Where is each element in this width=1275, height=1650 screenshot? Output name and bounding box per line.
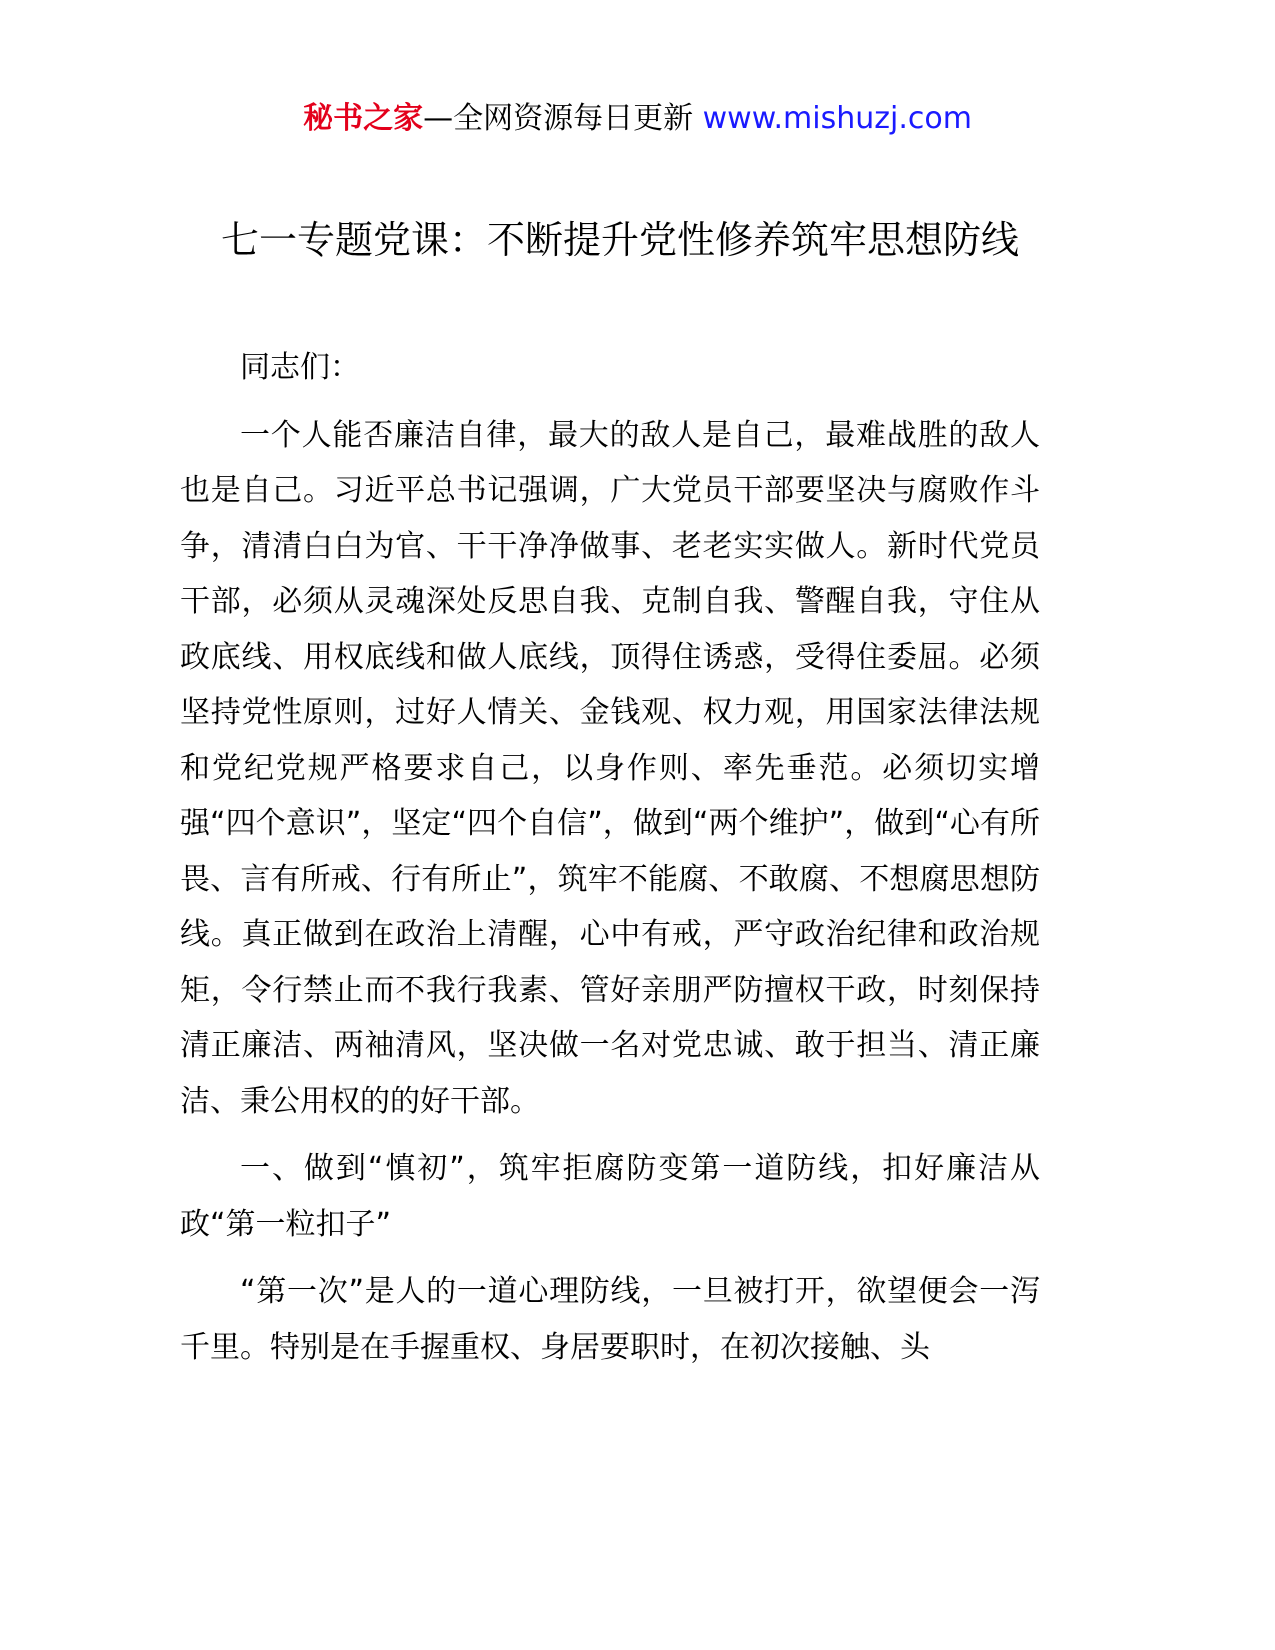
salutation: 同志们： — [240, 350, 360, 385]
section-heading: 一、做到“慎初”，筑牢拒腐防变第一道防线，扣好廉洁从政“第一粒扣子” — [180, 1151, 1040, 1242]
site-url-link[interactable]: www.mishuzj.com — [702, 101, 972, 136]
document-title: 七一专题党课：不断提升党性修养筑牢思想防线 — [220, 218, 1019, 262]
site-header — [0, 98, 1275, 140]
header-tagline: —全网资源每日更新 — [423, 101, 703, 136]
paragraph: 一个人能否廉洁自律，最大的敌人是自己，最难战胜的敌人也是自己。习近平总书记强调，广大党员干部要坚决与腐败作斗争，清清白白为官、干干净净做事、老老实实做人。新时代党员干部，必须从灵魂深处反思自我、克制自我、警醒自我，守住从政底线、用权底线和做人底线，顶得住诱惑，受得住委屈。必须坚持党性原则，过好人情关、金钱观、权力观，用国家法律法规和党纪党规严格要求自己，以身作则、率先垂范。必须切实增强“四个意识”，坚定“四个自信”，做到“两个维护”，做到“心有所畏、言有所戒、行有所止”，筑牢不能腐、不敢腐、不想腐思想防线。真正做到在政治上清醒，心中有戒，严守政治纪律和政治规矩，令行禁止而不我行我素、管好亲朋严防擅权干政，时刻保持清正廉洁、两袖清风，坚决做一名对党忠诚、敢于担当、清正廉洁、秉公用权的的好干部。 — [180, 417, 1040, 1119]
brand-name: 秘书之家 — [303, 101, 424, 136]
paragraph: “第一次”是人的一道心理防线，一旦被打开，欲望便会一泻千里。特别是在手握重权、身居要职时，在初次接触、头 — [180, 1274, 1040, 1365]
document-body — [180, 340, 1040, 1387]
